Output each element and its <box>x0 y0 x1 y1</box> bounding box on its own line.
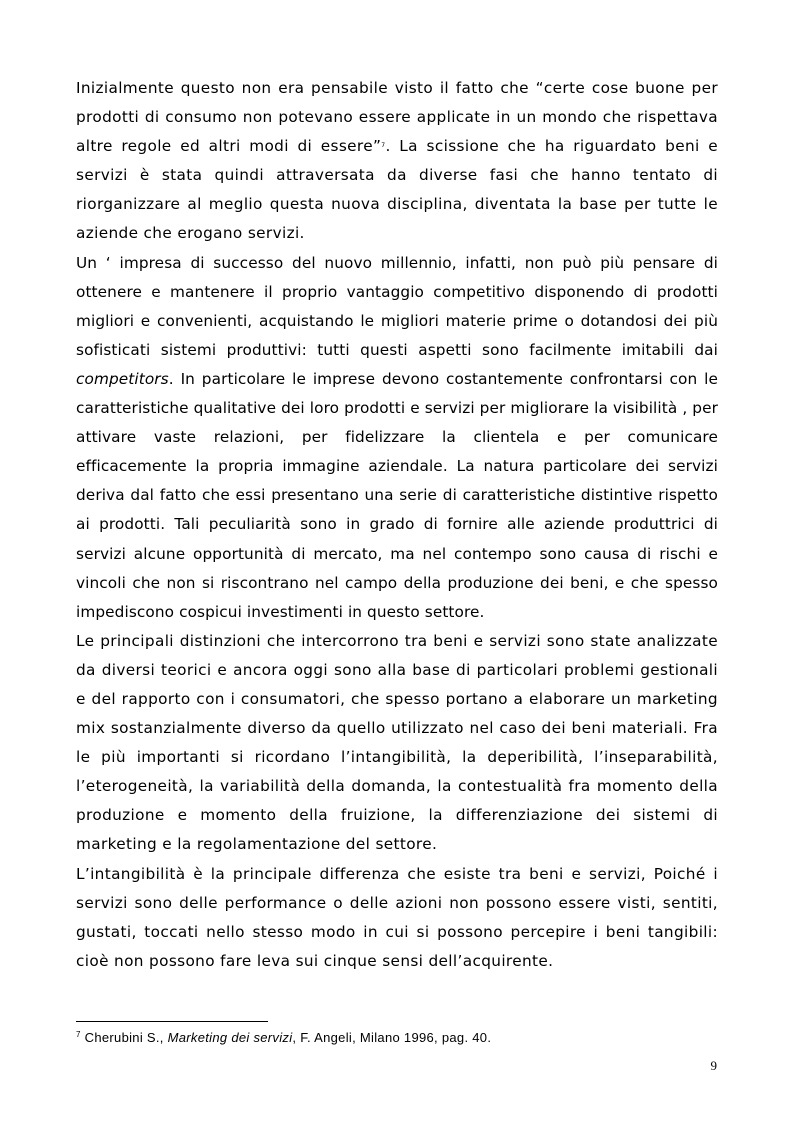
footnote-author: Cherubini S., <box>80 1030 168 1045</box>
paragraph-4: L’intangibilità è la principale differenza che esiste tra beni e servizi, Poiché i servizi sono delle performance o delle azioni non possono essere visti, sentiti, gustati, toccati nello stesso modo in cui si possono percepire i beni tangibili: cioè non possono fare leva sui cinque sensi dell’acquirente. <box>76 864 718 970</box>
footnote <box>76 1030 718 1046</box>
footnote-number: 7 <box>76 1030 81 1039</box>
paragraph-2-text-b: . In particolare le imprese devono costantemente confrontarsi con le caratteristiche qualitative dei loro prodotti e servizi per migliorare la visibilità , per attivare vaste relazioni, per fidelizzare la clientela e per comunicare efficacemente la propria immagine aziendale. La natura particolare dei servizi deriva dal fatto che essi presentano una serie di caratteristiche distintive rispetto ai prodotti. Tali peculiarità sono in grado di fornire alle aziende produttrici di servizi alcune opportunità di mercato, ma nel contempo sono causa di rischi e vincoli che non si riscontrano nel campo della produzione dei beni, e che spesso impediscono cospicui investimenti in questo settore. <box>76 369 718 621</box>
paragraph-2-italic-term: competitors <box>76 369 169 388</box>
footnote-details: , F. Angeli, Milano 1996, pag. 40. <box>292 1030 492 1045</box>
footnote-divider <box>76 1021 268 1022</box>
footnote-reference: 7 <box>381 142 386 150</box>
paragraph-2 <box>76 249 718 627</box>
paragraph-1-text-b: . La scissione che ha riguardato beni e servizi è stata quindi attraversata da diverse fasi che hanno tentato di riorganizzare al meglio questa nuova disciplina, diventata la base per tutte le aziende che erogano servizi. <box>76 137 719 243</box>
paragraph-1-text-a: Inizialmente questo non era pensabile visto il fatto che “certe cose buone per prodotti di consumo non potevano essere applicate in un mondo che rispettava altre regole ed altri modi di essere” <box>76 79 718 156</box>
paragraph-1 <box>76 74 718 249</box>
paragraph-2-text-a: Un ‘ impresa di successo del nuovo millennio, infatti, non può più pensare di ottenere e mantenere il proprio vantaggio competitivo disponendo di prodotti migliori e convenienti, acquistando le migliori materie prime o dotandosi dei più sofisticati sistemi produttivi: tutti questi aspetti sono facilmente imitabili dai <box>76 253 718 359</box>
footnote-title: Marketing dei servizi <box>167 1030 293 1045</box>
page-number: 9 <box>710 1058 717 1073</box>
paragraph-3: Le principali distinzioni che intercorrono tra beni e servizi sono state analizzate da diversi teorici e ancora oggi sono alla base di particolari problemi gestionali e del rapporto con i consumatori, che spesso portano a elaborare un marketing mix sostanzialmente diverso da quello utilizzato nel caso dei beni materiali. Fra le più importanti si ricordano l’intangibilità, la deperibilità, l’inseparabilità, l’eterogeneità, la variabilità della domanda, la contestualità fra momento della produzione e momento della fruizione, la differenziazione dei sistemi di marketing e la regolamentazione del settore. <box>76 631 718 854</box>
body-text <box>76 74 718 976</box>
